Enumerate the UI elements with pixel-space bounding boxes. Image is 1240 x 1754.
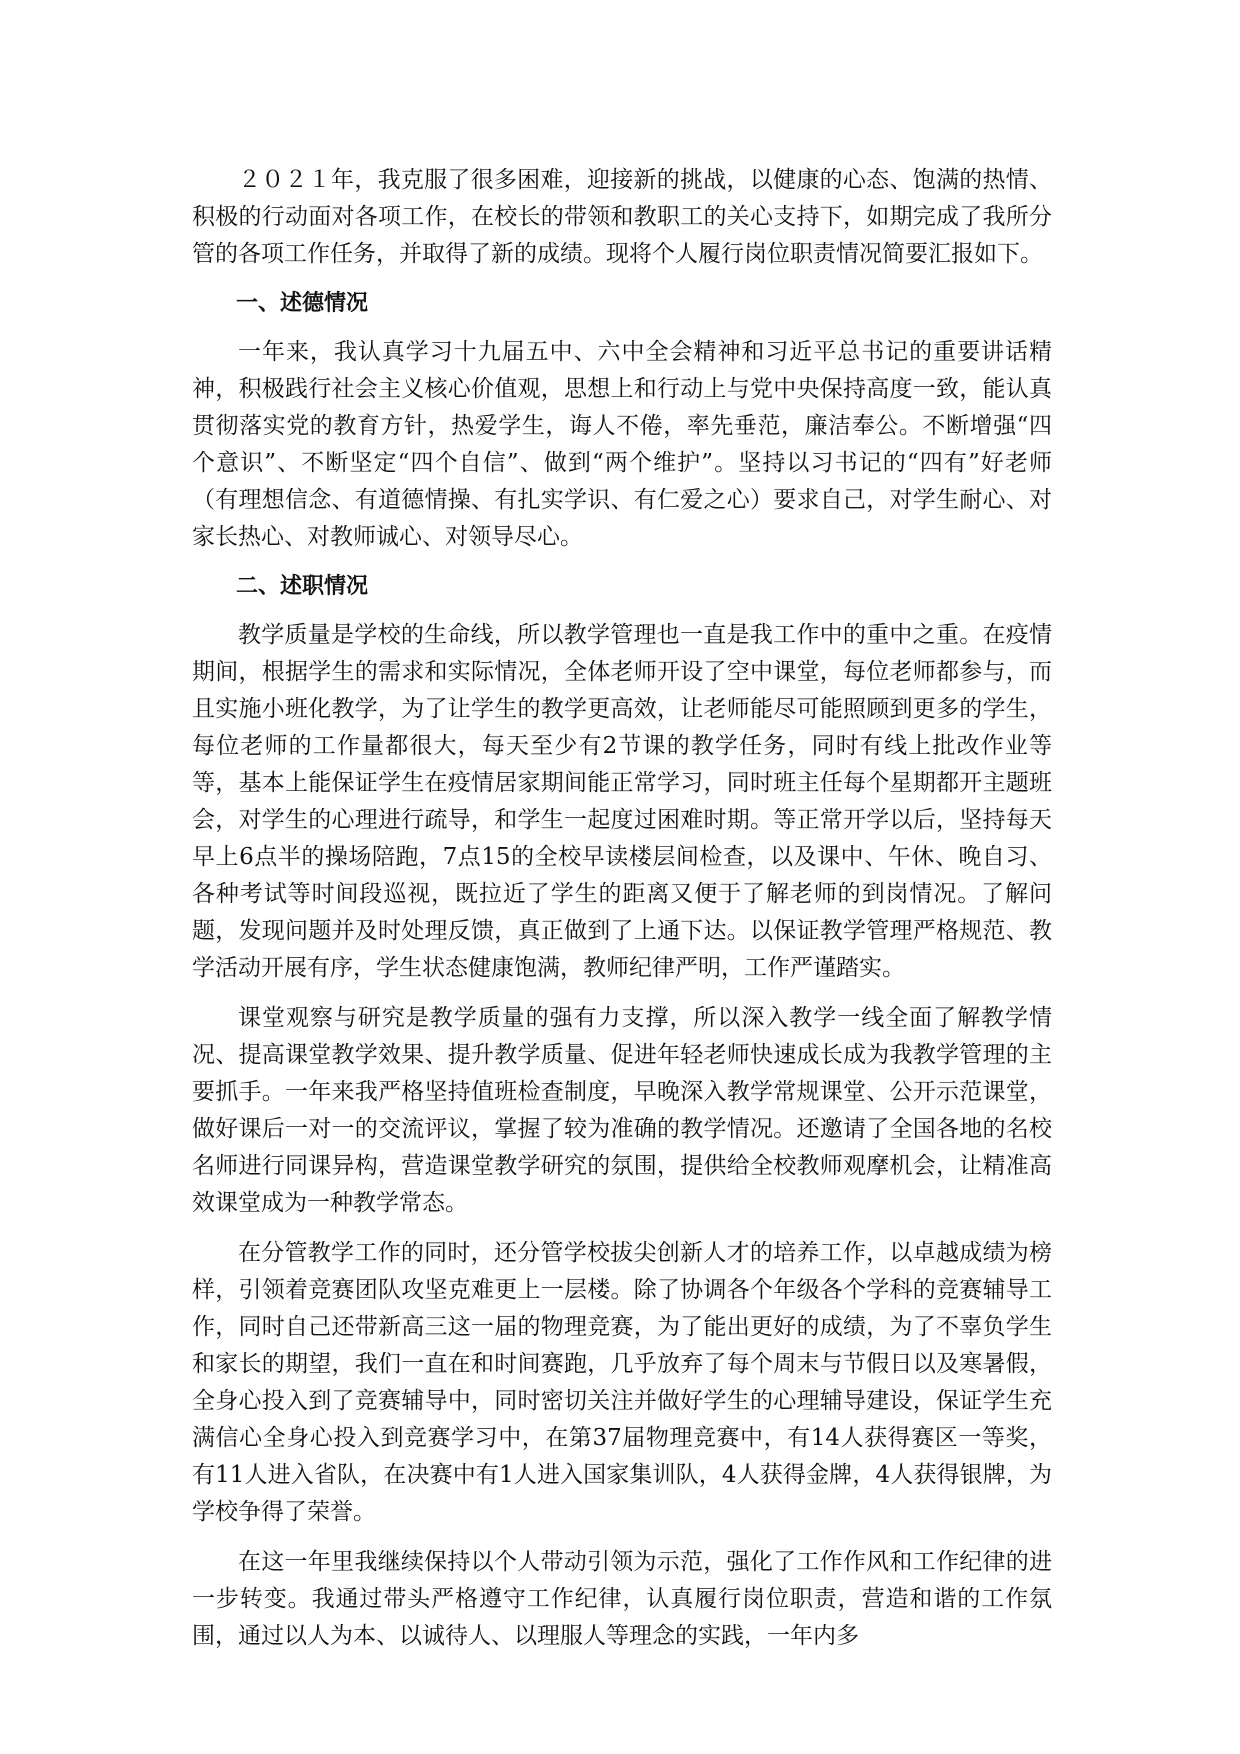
duties-paragraph-teaching-quality: 教学质量是学校的生命线，所以教学管理也一直是我工作中的重中之重。在疫情期间，根据学生的需求和实际情况，全体老师开设了空中课堂，每位老师都参与，而且实施小班化教学，为了让学生的教学更高效，让老师能尽可能照顾到更多的学生，每位老师的工作量都很大，每天至少有2节课的教学任务，同时有线上批改作业等等，基本上能保证学生在疫情居家期间能正常学习，同时班主任每个星期都开主题班会，对学生的心理进行疏导，和学生一起度过困难时期。等正常开学以后，坚持每天早上6点半的操场陪跑，7点15的全校早读楼层间检查，以及课中、午休、晚自习、各种考试等时间段巡视，既拉近了学生的距离又便于了解老师的到岗情况。了解问题，发现问题并及时处理反馈，真正做到了上通下达。以保证教学管理严格规范、教学活动开展有序，学生状态健康饱满，教师纪律严明，工作严谨踏实。: [192, 622, 1052, 981]
duties-paragraph-work-style: 在这一年里我继续保持以个人带动引领为示范，强化了工作作风和工作纪律的进一步转变。我通过带头严格遵守工作纪律，认真履行岗位职责，营造和谐的工作氛围，通过以人为本、以诚待人、以理服人等理念的实践，一年内多: [192, 1549, 1052, 1649]
section-heading-duties: 二、述职情况: [236, 574, 369, 599]
morality-paragraph: 一年来，我认真学习十九届五中、六中全会精神和习近平总书记的重要讲话精神，积极践行社会主义核心价值观，思想上和行动上与党中央保持高度一致，能认真贯彻落实党的教育方针，热爱学生，诲人不倦，率先垂范，廉洁奉公。不断增强“四个意识”、不断坚定“四个自信”、做到“两个维护”。坚持以习书记的“四有”好老师（有理想信念、有道德情操、有扎实学识、有仁爱之心）要求自己，对学生耐心、对家长热心、对教师诚心、对领导尽心。: [192, 339, 1052, 550]
duties-paragraph-competition: 在分管教学工作的同时，还分管学校拔尖创新人才的培养工作，以卓越成绩为榜样，引领着竞赛团队攻坚克难更上一层楼。除了协调各个年级各个学科的竞赛辅导工作，同时自己还带新高三这一届的物理竞赛，为了能出更好的成绩，为了不辜负学生和家长的期望，我们一直在和时间赛跑，几乎放弃了每个周末与节假日以及寒暑假，全身心投入到了竞赛辅导中，同时密切关注并做好学生的心理辅导建设，保证学生充满信心全身心投入到竞赛学习中，在第37届物理竞赛中，有14人获得赛区一等奖，有11人进入省队，在决赛中有1人进入国家集训队，4人获得金牌，4人获得银牌，为学校争得了荣誉。: [192, 1240, 1052, 1525]
duties-paragraph-classroom-research: 课堂观察与研究是教学质量的强有力支撑，所以深入教学一线全面了解教学情况、提高课堂教学效果、提升教学质量、促进年轻老师快速成长成为我教学管理的主要抓手。一年来我严格坚持值班检查制度，早晚深入教学常规课堂、公开示范课堂，做好课后一对一的交流评议，掌握了较为准确的教学情况。还邀请了全国各地的名校名师进行同课异构，营造课堂教学研究的氛围，提供给全校教师观摩机会，让精准高效课堂成为一种教学常态。: [192, 1005, 1052, 1216]
section-heading-morality: 一、述德情况: [236, 291, 369, 316]
intro-paragraph: ２０２１年，我克服了很多困难，迎接新的挑战，以健康的心态、饱满的热情、积极的行动面对各项工作，在校长的带领和教职工的关心支持下，如期完成了我所分管的各项工作任务，并取得了新的成绩。现将个人履行岗位职责情况简要汇报如下。: [192, 167, 1052, 267]
document-page: [192, 162, 1052, 1668]
